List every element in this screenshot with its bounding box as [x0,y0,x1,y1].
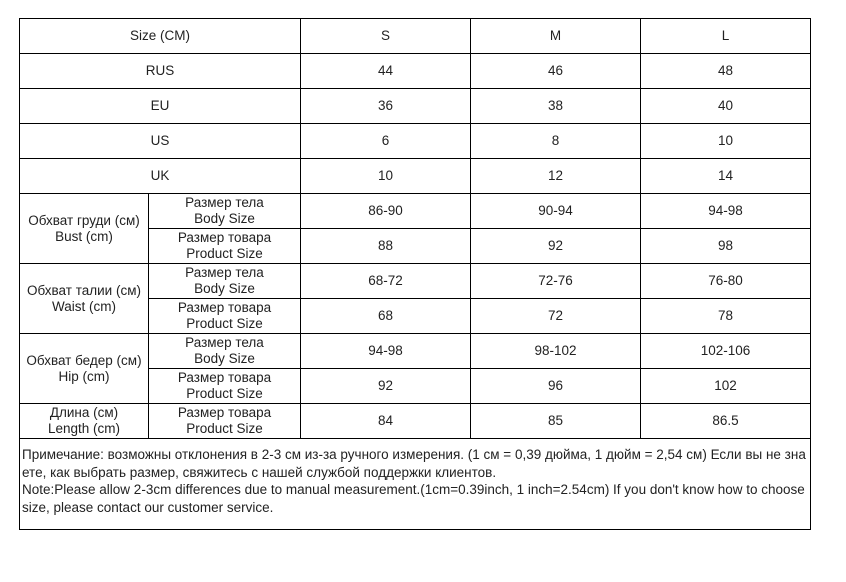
label-ru: Обхват бедер (см) [26,352,142,368]
uk-row [20,159,811,194]
value-cell: 92 [301,369,471,404]
value-cell: 90-94 [471,194,641,229]
rus-row [20,54,811,89]
size-chart-table [19,18,811,530]
us-row [20,124,811,159]
value-cell: 38 [471,89,641,124]
value-cell: 84 [301,404,471,439]
type-cell [149,229,301,264]
type-ru: Размер товара [177,405,272,420]
value-cell: 68-72 [301,264,471,299]
note-en: Note:Please allow 2-3cm differences due to manual measurement.(1cm=0.39inch, 1 inch=2.54cm) If you don't know how to choose size, please contact our customer service. [22,482,805,515]
hip-label [20,334,149,404]
value-cell: 72 [471,299,641,334]
value-cell: 94-98 [641,194,811,229]
size-s-header: S [301,19,471,54]
size-l-header: L [641,19,811,54]
type-ru: Размер тела [185,335,264,350]
value-cell: 12 [471,159,641,194]
value-cell: 36 [301,89,471,124]
value-cell: 85 [471,404,641,439]
label-en: Length (cm) [47,421,121,436]
label-ru: Длина (см) [49,405,119,420]
value-cell: 10 [301,159,471,194]
label-en: Waist (cm) [52,298,116,314]
value-cell: 86-90 [301,194,471,229]
length-row [20,404,811,439]
type-cell [149,369,301,404]
type-cell [149,299,301,334]
label-ru: Обхват талии (см) [27,282,141,298]
value-cell: 76-80 [641,264,811,299]
row-label: UK [20,159,301,194]
type-en: Product Size [186,246,263,261]
type-cell [149,334,301,369]
type-en: Product Size [186,421,263,436]
value-cell: 86.5 [641,404,811,439]
type-cell [149,264,301,299]
header-row [20,19,811,54]
row-label: US [20,124,301,159]
value-cell: 10 [641,124,811,159]
value-cell: 102 [641,369,811,404]
type-en: Product Size [186,316,263,331]
value-cell: 6 [301,124,471,159]
value-cell: 44 [301,54,471,89]
value-cell: 96 [471,369,641,404]
value-cell: 88 [301,229,471,264]
row-label: RUS [20,54,301,89]
type-ru: Размер тела [185,265,264,280]
value-cell: 98 [641,229,811,264]
value-cell: 94-98 [301,334,471,369]
label-ru: Обхват груди (см) [28,212,140,228]
note-row [20,439,811,530]
type-en: Body Size [194,351,255,366]
value-cell: 8 [471,124,641,159]
type-en: Body Size [194,211,255,226]
value-cell: 98-102 [471,334,641,369]
hip-body-row [20,334,811,369]
type-cell [149,404,301,439]
note-ru: Примечание: возможны отклонения в 2-3 см из-за ручного измерения. (1 см = 0,39 дюйма, 1 дюйм = 2,54 см) Если вы не знаете, как выбрать размер, свяжитесь с нашей службой поддержки клиентов. [22,447,806,480]
type-en: Body Size [194,281,255,296]
value-cell: 40 [641,89,811,124]
value-cell: 68 [301,299,471,334]
note-cell [20,439,811,530]
value-cell: 78 [641,299,811,334]
waist-label [20,264,149,334]
size-m-header: M [471,19,641,54]
bust-body-row [20,194,811,229]
type-en: Product Size [186,386,263,401]
type-ru: Размер тела [185,195,264,210]
value-cell: 48 [641,54,811,89]
label-en: Hip (cm) [58,368,110,384]
type-cell [149,194,301,229]
eu-row [20,89,811,124]
size-label-cell: Size (CM) [20,19,301,54]
value-cell: 102-106 [641,334,811,369]
value-cell: 72-76 [471,264,641,299]
length-label [20,404,149,439]
bust-label [20,194,149,264]
label-en: Bust (cm) [55,228,113,244]
value-cell: 46 [471,54,641,89]
row-label: EU [20,89,301,124]
type-ru: Размер товара [177,230,272,245]
waist-body-row [20,264,811,299]
type-ru: Размер товара [177,370,272,385]
value-cell: 92 [471,229,641,264]
value-cell: 14 [641,159,811,194]
type-ru: Размер товара [177,300,272,315]
